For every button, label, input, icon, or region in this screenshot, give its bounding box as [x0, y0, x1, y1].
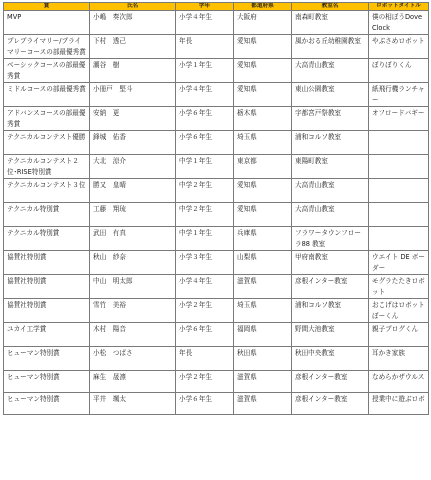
prefecture-cell: 愛知県 [234, 59, 292, 83]
prefecture-cell: 山梨県 [234, 251, 292, 275]
prefecture-cell: 兵庫県 [234, 227, 292, 251]
school-cell: 彦根インター教室 [292, 275, 369, 299]
award-cell: ヒューマン特別賞 [4, 347, 90, 371]
grade-cell: 年長 [176, 347, 234, 371]
school-cell: 浦和コルソ教室 [292, 131, 369, 155]
grade-cell: 小学６年生 [176, 323, 234, 347]
name-cell: 中山 明太郎 [90, 275, 176, 299]
robot-title-cell [369, 155, 429, 179]
name-cell: 麻生 晟凛 [90, 371, 176, 393]
column-header-prefecture: 都道府県 [234, 3, 292, 11]
name-cell: 木村 陽音 [90, 323, 176, 347]
school-cell: 風かおる丘幼稚園教室 [292, 35, 369, 59]
award-cell: テクニカル特別賞 [4, 203, 90, 227]
award-cell: ミドルコースの部最優秀賞 [4, 83, 90, 107]
robot-title-cell: やぶさめロボット [369, 35, 429, 59]
grade-cell: 小学４年生 [176, 275, 234, 299]
table-row [4, 179, 429, 203]
table-row [4, 393, 429, 415]
robot-title-cell: ぼりぼりくん [369, 59, 429, 83]
prefecture-cell: 栃木県 [234, 107, 292, 131]
award-cell: テクニカルコンテスト優勝 [4, 131, 90, 155]
table-row [4, 35, 429, 59]
robot-title-cell: オフロードバギー [369, 107, 429, 131]
grade-cell: 小学６年生 [176, 107, 234, 131]
table-row [4, 203, 429, 227]
table-row [4, 11, 429, 35]
column-header-school: 教室名 [292, 3, 369, 11]
header-row [4, 3, 429, 11]
table-row [4, 275, 429, 299]
grade-cell: 小学１年生 [176, 59, 234, 83]
robot-title-cell: 授業中に遊ぶロボ [369, 393, 429, 415]
robot-title-cell: 紙飛行機ランチャー [369, 83, 429, 107]
name-cell: 平井 颯太 [90, 393, 176, 415]
table-row [4, 347, 429, 371]
table-row [4, 227, 429, 251]
school-cell: 大高青山教室 [292, 179, 369, 203]
award-cell: ベーシックコースの部最優秀賞 [4, 59, 90, 83]
robot-title-cell [369, 227, 429, 251]
robot-title-cell [369, 131, 429, 155]
grade-cell: 中学２年生 [176, 203, 234, 227]
school-cell: 東山公園教室 [292, 83, 369, 107]
robot-title-cell [369, 203, 429, 227]
award-cell: テクニカルコンテスト３位 [4, 179, 90, 203]
awards-table [3, 2, 429, 415]
grade-cell: 小学６年生 [176, 131, 234, 155]
table-body [4, 11, 429, 415]
robot-title-cell [369, 179, 429, 203]
table-row [4, 323, 429, 347]
name-cell: 鋒城 佑香 [90, 131, 176, 155]
robot-title-cell: なめらかザウルス [369, 371, 429, 393]
school-cell: 甲府南教室 [292, 251, 369, 275]
prefecture-cell: 愛知県 [234, 203, 292, 227]
column-header-award: 賞 [4, 3, 90, 11]
grade-cell: 年長 [176, 35, 234, 59]
table-row [4, 251, 429, 275]
school-cell: 大高青山教室 [292, 203, 369, 227]
grade-cell: 小学４年生 [176, 11, 234, 35]
school-cell: 彦根インター教室 [292, 393, 369, 415]
name-cell: 大北 涼介 [90, 155, 176, 179]
name-cell: 小冊戸 堅斗 [90, 83, 176, 107]
award-cell: 協賛社特別賞 [4, 251, 90, 275]
school-cell: 野間大池教室 [292, 323, 369, 347]
name-cell: 秋山 紗奈 [90, 251, 176, 275]
robot-title-cell: おこげはロボットぼーくん [369, 299, 429, 323]
award-cell: プレプライマリー/プライマリーコースの部最優秀賞 [4, 35, 90, 59]
robot-title-cell: 耳かき家族 [369, 347, 429, 371]
prefecture-cell: 滋賀県 [234, 371, 292, 393]
grade-cell: 中学２年生 [176, 179, 234, 203]
grade-cell: 小学３年生 [176, 251, 234, 275]
prefecture-cell: 埼玉県 [234, 299, 292, 323]
school-cell: フラワータウンフローラ88 教室 [292, 227, 369, 251]
prefecture-cell: 愛知県 [234, 35, 292, 59]
name-cell: 潮谷 樹 [90, 59, 176, 83]
award-cell: テクニカル特別賞 [4, 227, 90, 251]
award-cell: 協賛社特別賞 [4, 299, 90, 323]
award-cell: MVP [4, 11, 90, 35]
grade-cell: 中学１年生 [176, 155, 234, 179]
prefecture-cell: 滋賀県 [234, 393, 292, 415]
award-cell: アドバンスコースの部最優秀賞 [4, 107, 90, 131]
table-row [4, 59, 429, 83]
award-cell: ヒューマン特別賞 [4, 393, 90, 415]
prefecture-cell: 福岡県 [234, 323, 292, 347]
name-cell: 雪竹 美裕 [90, 299, 176, 323]
prefecture-cell: 秋田県 [234, 347, 292, 371]
school-cell: 南森町教室 [292, 11, 369, 35]
table-row [4, 371, 429, 393]
name-cell: 下村 透己 [90, 35, 176, 59]
robot-title-cell: 親子プログくん [369, 323, 429, 347]
name-cell: 小松 つばさ [90, 347, 176, 371]
award-cell: ヒューマン特別賞 [4, 371, 90, 393]
prefecture-cell: 愛知県 [234, 83, 292, 107]
table-row [4, 83, 429, 107]
award-cell: ユカイ工学賞 [4, 323, 90, 347]
prefecture-cell: 滋賀県 [234, 275, 292, 299]
table-row [4, 299, 429, 323]
name-cell: 安納 更 [90, 107, 176, 131]
school-cell: 秋田中央教室 [292, 347, 369, 371]
name-cell: 工藤 翔琉 [90, 203, 176, 227]
column-header-name: 氏名 [90, 3, 176, 11]
school-cell: 東陽町教室 [292, 155, 369, 179]
grade-cell: 中学１年生 [176, 227, 234, 251]
table-row [4, 155, 429, 179]
grade-cell: 小学２年生 [176, 371, 234, 393]
name-cell: 勝又 皇晴 [90, 179, 176, 203]
grade-cell: 小学６年生 [176, 393, 234, 415]
award-cell: 協賛社特別賞 [4, 275, 90, 299]
robot-title-cell: 僕の相ぼうDove Clock [369, 11, 429, 35]
award-cell: テクニカルコンテスト２位･RISE特別賞 [4, 155, 90, 179]
grade-cell: 小学２年生 [176, 299, 234, 323]
prefecture-cell: 大阪府 [234, 11, 292, 35]
prefecture-cell: 愛知県 [234, 179, 292, 203]
prefecture-cell: 東京都 [234, 155, 292, 179]
robot-title-cell: モグラたたきロボット [369, 275, 429, 299]
prefecture-cell: 埼玉県 [234, 131, 292, 155]
grade-cell: 小学４年生 [176, 83, 234, 107]
column-header-grade: 学年 [176, 3, 234, 11]
column-header-robot-title: ロボットタイトル [369, 3, 429, 11]
robot-title-cell: ウエイト DE ボーダー [369, 251, 429, 275]
table-row [4, 131, 429, 155]
school-cell: 彦根インター教室 [292, 371, 369, 393]
school-cell: 宇都宮戸祭教室 [292, 107, 369, 131]
name-cell: 武田 有真 [90, 227, 176, 251]
school-cell: 大高青山教室 [292, 59, 369, 83]
name-cell: 小嶋 奏次郎 [90, 11, 176, 35]
school-cell: 浦和コルソ教室 [292, 299, 369, 323]
table-row [4, 107, 429, 131]
